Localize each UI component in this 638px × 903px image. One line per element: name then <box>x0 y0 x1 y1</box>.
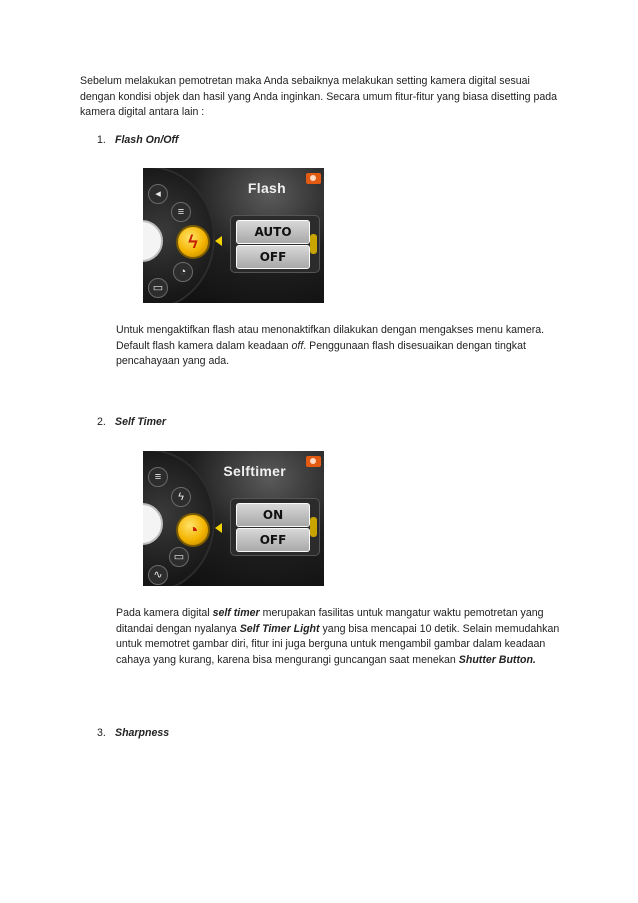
selftimer-description: Pada kamera digital self timer merupakan fasilitas untuk mangatur waktu pemotretan yang ditandai dengan nyalanya Self Timer Light yang bisa mencapai 10 detik. Selain memudahkan untuk memotret gambar diri, fitur ini juga berguna untuk mengambil gambar dalam keadaan cahaya yang kurang, karena bisa mengurangi guncangan saat menekan Shutter Button. <box>116 607 560 666</box>
list-number: 3. <box>97 727 106 739</box>
flash-description: Untuk mengaktifkan flash atau menonaktifkan dilakukan dengan mengakses menu kamera. Default flash kamera dalam keadaan off. Penggunaan flash disesuaikan dengan tingkat pencahayaan yang ada. <box>116 324 545 367</box>
list-number: 1. <box>97 134 106 146</box>
option-off: OFF <box>236 528 310 552</box>
list-title: Self Timer <box>115 416 167 428</box>
list-icon: ≡ <box>148 467 168 487</box>
selftimer-menu-screenshot <box>143 451 324 586</box>
screen-title: Selftimer <box>223 463 286 479</box>
option-on: ON <box>236 503 310 527</box>
display-icon: ▭ <box>169 547 189 567</box>
timer-icon: ◔ <box>176 513 210 547</box>
back-icon: ◂ <box>148 184 168 204</box>
list-number: 2. <box>97 416 106 428</box>
option-off: OFF <box>236 245 310 269</box>
scroll-indicator <box>310 517 317 537</box>
flash-icon: ϟ <box>176 225 210 259</box>
screen-title: Flash <box>247 180 286 196</box>
intro-paragraph: Sebelum melakukan pemotretan maka Anda sebaiknya melakukan setting kamera digital sesuai dengan kondisi objek dan hasil yang Anda inginkan. Secara umum fitur-fitur yang biasa disetting pada kamera digital antara lain : <box>80 75 558 118</box>
option-auto: AUTO <box>236 220 310 244</box>
selector-arrow-icon <box>215 236 222 246</box>
list-icon: ≡ <box>171 202 191 222</box>
flash-menu-screenshot <box>143 168 324 303</box>
selector-arrow-icon <box>215 523 222 533</box>
list-title: Flash On/Off <box>115 134 179 146</box>
camera-mode-icon <box>306 456 321 467</box>
timer-icon: ◔ <box>173 262 193 282</box>
list-item-sharpness-heading <box>97 727 169 739</box>
flash-icon: ϟ <box>171 487 191 507</box>
list-item-flash-heading <box>97 134 178 146</box>
option-menu <box>230 215 320 273</box>
burst-icon: ∿ <box>148 565 168 585</box>
list-item-selftimer-heading <box>97 416 166 428</box>
display-icon: ▭ <box>148 278 168 298</box>
option-menu <box>230 498 320 556</box>
camera-mode-icon <box>306 173 321 184</box>
list-title: Sharpness <box>115 727 170 739</box>
scroll-indicator <box>310 234 317 254</box>
